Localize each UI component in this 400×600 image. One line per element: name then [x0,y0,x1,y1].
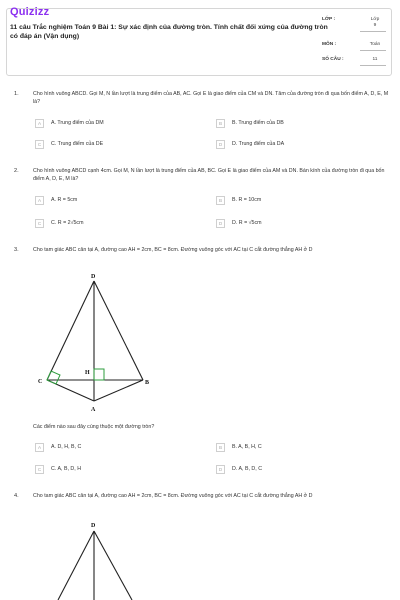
question-number: 1. [14,91,19,97]
question-text: Cho hình vuông ABCD cạnh 4cm. Gọi M, N lần lượt là trung điểm của AB, BC. Gọi E là giao điểm của AM và DN. Bán kính của đường tròn đi qua bốn điểm A, D, E, M là? [33,168,385,182]
option-letter-box: C [35,219,44,228]
option-text: D. A, B, D, C [232,466,263,472]
option-letter-box: B [216,196,225,205]
segment-dc [47,281,94,380]
segment-db [94,531,132,600]
question-subtext: Các điểm nào sau đây cùng thuộc một đường tròn? [33,424,155,430]
option-letter-box: D [216,465,225,474]
option-letter-box: C [35,140,44,149]
option-text: D. Trung điểm của DA [232,141,285,147]
point-label-b: B [145,380,150,386]
option-text: C. R = 2√5cm [51,220,84,226]
option-text: A. Trung điểm của DM [51,120,104,126]
option-text: C. A, B, D, H [51,466,82,472]
subject-underline [360,50,386,51]
option-letter-box: D [216,140,225,149]
option-letter-box: B [216,119,225,128]
option-letter-box: D [216,219,225,228]
point-label-d: D [91,523,96,529]
right-angle-mark-c [47,371,60,384]
class-label: LỚP : [322,17,336,22]
question-number: 3. [14,247,19,253]
worksheet-title: 11 câu Trắc nghiệm Toán 9 Bài 1: Sự xác định của đường tròn. Tính chất đối xứng của đường tròn có đáp án (Vận dụng) [10,24,328,40]
question-number: 2. [14,168,19,174]
count-label: SỐ CÂU : [322,57,344,62]
option-text: A. R = 5cm [51,197,78,203]
class-underline [360,31,386,32]
option-text: B. A, B, H, C [232,444,262,450]
triangle-figure [28,268,168,418]
point-label-d: D [91,274,96,280]
segment-ba [94,380,143,401]
point-label-c: C [38,379,43,385]
option-text: B. Trung điểm của DB [232,120,284,126]
subject-label: MÔN : [322,42,337,47]
count-value: 11 [372,57,378,62]
option-letter-box: A [35,443,44,452]
option-text: C. Trung điểm của DE [51,141,104,147]
subject-value: Toán [369,42,381,47]
point-label-h: H [85,370,90,376]
option-letter-box: A [35,119,44,128]
quizizz-logo: Quizizz [10,6,50,18]
question-text: Cho tam giác ABC cân tại A, đường cao AH = 2cm, BC = 8cm. Đường vuông góc với AC tại C cắt đường thẳng AH ở D [33,247,313,253]
option-text: B. R = 10cm [232,197,262,203]
point-label-a: A [91,407,96,413]
option-letter-box: C [35,465,44,474]
option-text: A. D, H, B, C [51,444,82,450]
right-angle-mark-h [94,369,104,380]
count-underline [360,65,386,66]
option-letter-box: B [216,443,225,452]
question-text: Cho hình vuông ABCD. Gọi M, N lần lượt là trung điểm của AB, AC. Gọi E là giao điểm của CM và DN. Tâm của đường tròn đi qua bốn điểm A, D, E, M là? [33,91,389,105]
segment-db [94,281,143,380]
triangle-figure-partial [28,518,168,600]
class-value: Lớp 9 [370,17,380,28]
option-text: D. R = √5cm [232,220,262,226]
option-letter-box: A [35,196,44,205]
segment-dc [58,531,94,600]
question-number: 4. [14,493,19,499]
question-text: Cho tam giác ABC cân tại A, đường cao AH = 2cm, BC = 8cm. Đường vuông góc với AC tại C cắt đường thẳng AH ở D [33,493,313,499]
